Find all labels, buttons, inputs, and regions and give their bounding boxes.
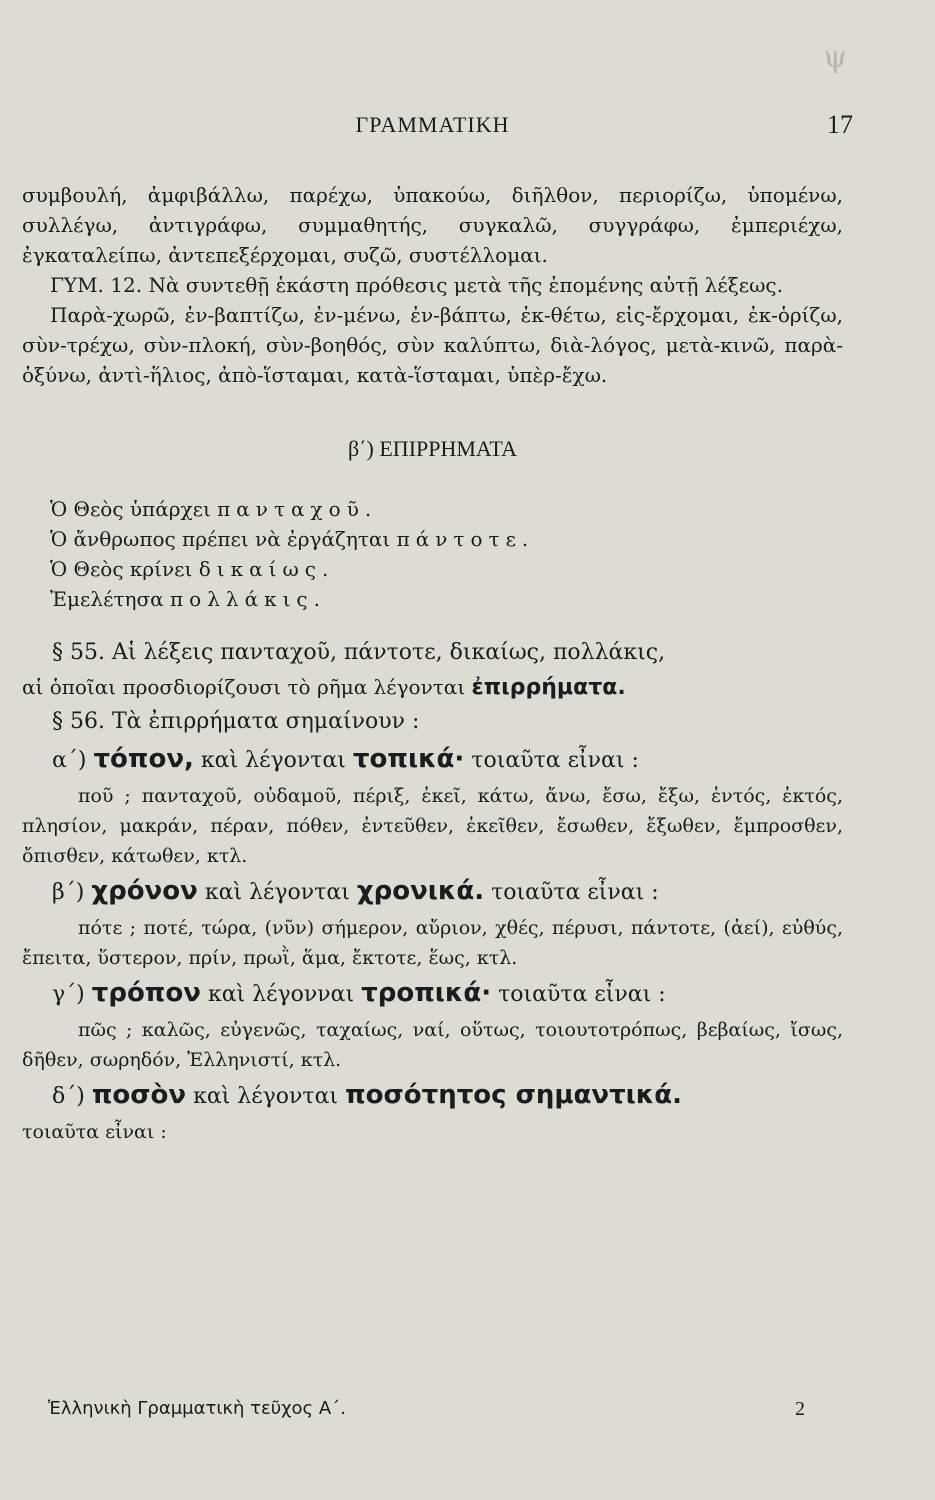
category-tail: τοιαῦτα εἶναι :	[464, 748, 639, 773]
page-body	[22, 180, 843, 1147]
section-title: β΄) ΕΠΙΡΡΗΜΑΤΑ	[348, 436, 517, 461]
category-label: β΄)	[52, 880, 85, 905]
ink-mark: ψ	[823, 40, 847, 75]
category-term-2: ποσότητος σημαντικά.	[345, 1080, 683, 1110]
exercise-instruction: ΓΥΜ. 12. Νὰ συντεθῇ ἑκάστη πρόθεσις μετὰ τῆς ἑπομένης αὐτῇ λέξεως.	[50, 273, 783, 297]
category-heading	[22, 739, 843, 781]
category-term-2: τροπικά·	[361, 978, 492, 1008]
example-adverb: πανταχοῦ.	[217, 497, 378, 521]
rule-56: § 56. Τὰ ἐπιρρήματα σημαίνουν :	[52, 709, 420, 734]
category-heading	[22, 973, 843, 1015]
example-adverb: πάντοτε.	[396, 527, 535, 551]
example-line	[22, 584, 843, 614]
category-term: ποσὸν	[91, 1080, 187, 1110]
example-lead: Ἐμελέτησα	[50, 587, 171, 611]
category-term: τρόπον	[91, 978, 201, 1008]
category-word-list: ποῦ ; πανταχοῦ, οὐδαμοῦ, πέριξ, ἐκεῖ, κάτω, ἄνω, ἔσω, ἔξω, ἐντός, ἐκτός, πλησίον, μακράν, πέραν, πόθεν, ἐντεῦθεν, ἐκεῖθεν, ἔσωθεν, ἔξωθεν, ἔμπροσθεν, ὄπισθεν, κάτωθεν, κτλ.	[22, 785, 843, 867]
example-line	[22, 554, 843, 584]
page-footer	[48, 1398, 805, 1419]
category-label: δ΄)	[52, 1084, 85, 1109]
page-header	[22, 110, 853, 152]
rule-55-lead: § 55. Αἱ λέξεις πανταχοῦ, πάντοτε, δικαίως, πολλάκις,	[52, 640, 666, 665]
example-lead: Ὁ Θεὸς ὑπάρχει	[50, 497, 218, 521]
example-lead: Ὁ Θεὸς κρίνει	[50, 557, 199, 581]
footer-signature-number: 2	[795, 1398, 805, 1420]
page-number: 17	[827, 110, 853, 139]
example-line	[22, 524, 843, 554]
examples-block	[22, 494, 843, 614]
category-heading	[22, 1075, 843, 1117]
category-mid: καὶ λέγονται	[193, 748, 353, 773]
category-mid: καὶ λέγονναι	[200, 982, 362, 1007]
category-mid: καὶ λέγονται	[197, 880, 357, 905]
example-lead: Ὁ ἄνθρωπος πρέπει νὰ ἐργάζηται	[50, 527, 397, 551]
category-tail: τοιαῦτα εἶναι :	[484, 880, 659, 905]
category-term: τόπον,	[93, 744, 194, 774]
rule-55-text: αἱ ὁποῖαι προσδιορίζουσι τὸ ρῆμα λέγονται	[22, 675, 472, 699]
rule-55-term: ἐπιρρήματα.	[471, 675, 626, 700]
footer-title: Ἑλληνικὴ Γραμματικὴ τεῦχος Α΄.	[48, 1398, 346, 1419]
category-label: γ΄)	[52, 982, 85, 1007]
category-tail: τοιαῦτα εἶναι :	[491, 982, 666, 1007]
rule-55-continuation	[22, 670, 843, 705]
example-line	[22, 494, 843, 524]
category-heading	[22, 871, 843, 913]
example-adverb: δικαίως.	[198, 557, 335, 581]
exercise-words: Παρὰ-χωρῶ, ἐν-βαπτίζω, ἐν-μένω, ἐν-βάπτω, ἐκ-θέτω, εἰς-ἔρχομαι, ἐκ-ὁρίζω, σὺν-τρέχω, σὺν-πλοκή, σὺν-βοηθός, σὺν καλύπτω, διὰ-λόγος, μετὰ-κινῶ, παρὰ-ὀξύνω, ἀντὶ-ἥλιος, ἀπὸ-ἵσταμαι, κατὰ-ἵσταμαι, ὑπὲρ-ἔχω.	[22, 303, 843, 387]
category-term-2: χρονικά.	[356, 876, 485, 906]
category-word-list: τοιαῦτα εἶναι :	[22, 1121, 167, 1143]
category-mid: καὶ λέγονται	[186, 1084, 346, 1109]
category-label: α΄)	[52, 748, 87, 773]
category-term: χρόνον	[91, 876, 198, 906]
intro-paragraph: συμβουλή, ἀμφιβάλλω, παρέχω, ὑπακούω, διῆλθον, περιορίζω, ὑπομένω, συλλέγω, ἀντιγράφω, συμμαθητής, συγκαλῶ, συγγράφω, ἐμπεριέχω, ἐγκαταλείπω, ἀντεπεξέρχομαι, συζῶ, συστέλλομαι.	[22, 183, 843, 267]
category-term-2: τοπικά·	[352, 744, 465, 774]
running-title: ΓΡΑΜΜΑΤΙΚΗ	[355, 112, 510, 137]
example-adverb: πολλάκις.	[170, 587, 326, 611]
category-word-list: πῶς ; καλῶς, εὐγενῶς, ταχαίως, ναί, οὕτως, τοιουτοτρόπως, βεβαίως, ἴσως, δῆθεν, σωρηδόν, Ἑλληνιστί, κτλ.	[22, 1019, 843, 1071]
category-word-list: πότε ; ποτέ, τώρα, (νῦν) σήμερον, αὔριον, χθές, πέρυσι, πάντοτε, (ἀεί), εὐθύς, ἔπειτα, ὕστερον, πρίν, πρωῒ, ἅμα, ἔκτοτε, ἕως, κτλ.	[22, 917, 843, 969]
